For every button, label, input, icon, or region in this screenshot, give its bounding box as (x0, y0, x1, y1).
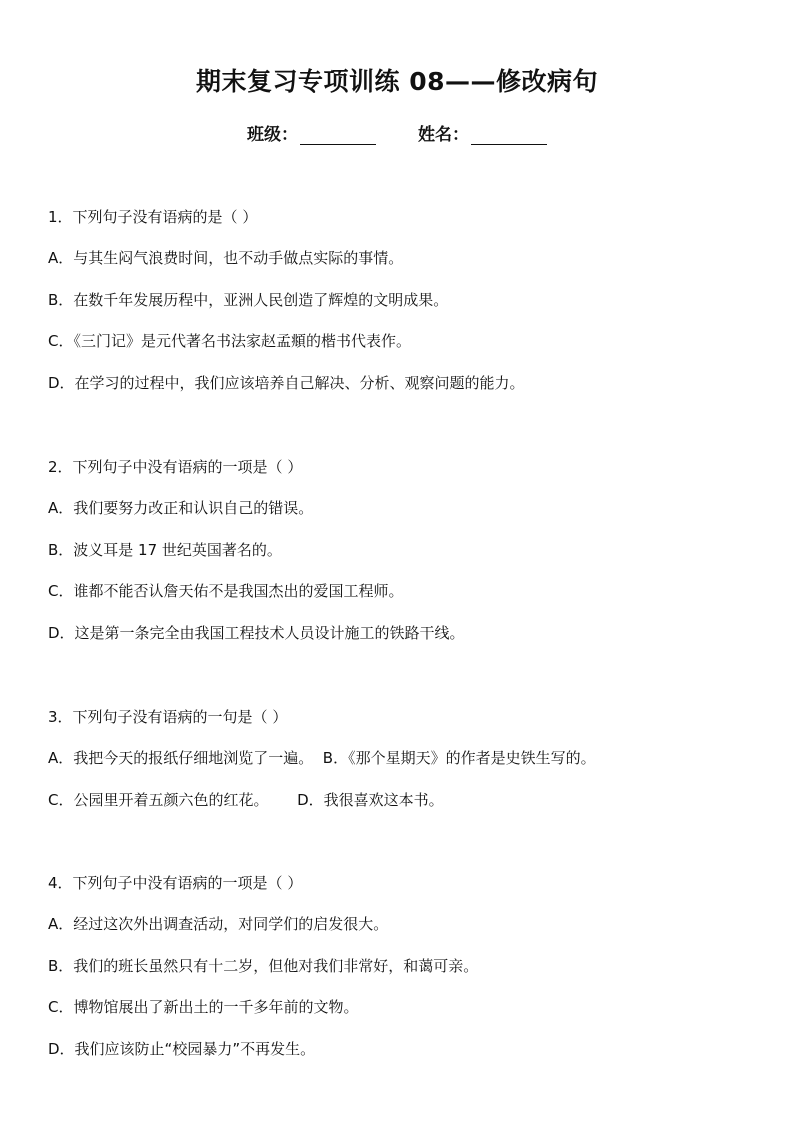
question-stem: 3．下列句子没有语病的一句是（ ） (48, 708, 288, 726)
name-field (418, 120, 547, 145)
option-a: A．我们要努力改正和认识自己的错误。 (48, 499, 314, 517)
question-stem: 2．下列句子中没有语病的一项是（ ） (48, 458, 303, 476)
option-d: D．在学习的过程中，我们应该培养自己解决、分析、观察问题的能力。 (48, 374, 525, 392)
class-field (247, 120, 376, 145)
question-stem: 4．下列句子中没有语病的一项是（ ） (48, 874, 303, 892)
option-a: A．与其生闷气浪费时间，也不动手做点实际的事情。 (48, 249, 404, 267)
option-d: D．我们应该防止“校园暴力”不再发生。 (48, 1040, 316, 1058)
name-blank[interactable] (471, 128, 547, 145)
option-b: B．我们的班长虽然只有十二岁，但他对我们非常好，和蔼可亲。 (48, 957, 479, 975)
question-stem: 1．下列句子没有语病的是（ ） (48, 208, 258, 226)
option-c: C．博物馆展出了新出土的一千多年前的文物。 (48, 998, 359, 1016)
option-b: B．波义耳是 17 世纪英国著名的。 (48, 541, 282, 559)
class-label: 班级： (247, 125, 299, 145)
option-a: A．经过这次外出调查活动，对同学们的启发很大。 (48, 915, 389, 933)
option-c: C．谁都不能否认詹天佑不是我国杰出的爱国工程师。 (48, 582, 404, 600)
name-label: 姓名： (417, 125, 469, 145)
class-blank[interactable] (300, 128, 376, 145)
student-info-row (0, 120, 794, 145)
option-c-d: C．公园里开着五颜六色的红花。 D．我很喜欢这本书。 (48, 791, 444, 809)
option-c: C．《三门记》是元代著名书法家赵孟頫的楷书代表作。 (48, 332, 411, 350)
option-d: D．这是第一条完全由我国工程技术人员设计施工的铁路干线。 (48, 624, 465, 642)
option-b: B．在数千年发展历程中，亚洲人民创造了辉煌的文明成果。 (48, 291, 449, 309)
page-title: 期末复习专项训练 08——修改病句 (196, 67, 598, 96)
option-a-b: A．我把今天的报纸仔细地浏览了一遍。 B．《那个星期天》的作者是史铁生写的。 (48, 749, 596, 767)
